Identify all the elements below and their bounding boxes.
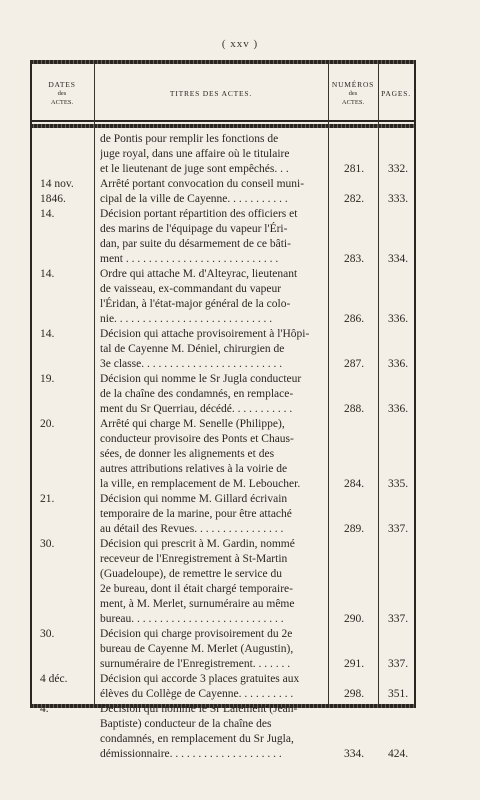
act-number: 287. bbox=[343, 358, 365, 370]
act-number: 284. bbox=[343, 478, 365, 490]
act-date: 14. bbox=[40, 328, 55, 340]
act-title-line: Décision qui accorde 3 places gratuites aux bbox=[100, 673, 300, 685]
act-title-line: autres attributions relatives à la voirie de bbox=[100, 463, 288, 475]
act-title-line: surnuméraire de l'Enregistrement. . . . . . . bbox=[100, 658, 291, 670]
act-title-line: Arrêté qui charge M. Senelle (Philippe), bbox=[100, 418, 285, 430]
act-number: 288. bbox=[343, 403, 365, 415]
act-title-line: de la chaîne des condamnés, en remplace- bbox=[100, 388, 294, 400]
act-title bbox=[100, 627, 330, 672]
act-title-line: des marins de l'équipage du vapeur l'Éri- bbox=[100, 223, 288, 235]
column-header-dates: DATES des ACTES. bbox=[48, 79, 76, 106]
act-title-line: ment . . . . . . . . . . . . . . . . . . . . . . . . . . . bbox=[100, 253, 279, 265]
acts-table bbox=[30, 60, 416, 760]
act-title-line: cipal de la ville de Cayenne. . . . . . . . . . . bbox=[100, 193, 288, 205]
act-title-line: au détail des Revues. . . . . . . . . . . . . . . . bbox=[100, 523, 284, 535]
act-title bbox=[100, 537, 330, 627]
act-title-line: l'Éridan, à l'état-major général de la colo- bbox=[100, 298, 291, 310]
column-header-titres: TITRES DES ACTES. bbox=[169, 88, 253, 98]
act-date: 14. bbox=[40, 268, 55, 280]
column-divider bbox=[30, 64, 32, 704]
act-page: 334. bbox=[387, 253, 409, 265]
act-title-line: élèves du Collège de Cayenne. . . . . . . . . . bbox=[100, 688, 294, 700]
act-page: 337. bbox=[387, 658, 409, 670]
act-title bbox=[100, 417, 330, 492]
act-page: 336. bbox=[387, 358, 409, 370]
act-page: 336. bbox=[387, 403, 409, 415]
top-border bbox=[30, 60, 416, 64]
act-title-line: bureau. . . . . . . . . . . . . . . . . . . . . . . . . . . bbox=[100, 613, 284, 625]
act-title-line: de vaisseau, ex-commandant du vapeur bbox=[100, 283, 282, 295]
act-date: 14. bbox=[40, 208, 55, 220]
column-header-pages: PAGES. bbox=[381, 88, 411, 98]
act-title bbox=[100, 492, 330, 537]
act-page: 336. bbox=[387, 313, 409, 325]
act-page: 337. bbox=[387, 523, 409, 535]
act-title-line: condamnés, en remplacement du Sr Jugla, bbox=[100, 733, 294, 745]
act-title bbox=[100, 672, 330, 702]
act-title-line: juge royal, dans une affaire où le titulaire bbox=[100, 148, 290, 160]
act-title-line: Arrêté portant convocation du conseil muni- bbox=[100, 178, 305, 190]
act-number: 291. bbox=[343, 658, 365, 670]
act-title bbox=[100, 372, 330, 417]
act-title-line: Décision qui attache provisoirement à l'Hôpi- bbox=[100, 328, 310, 340]
act-title bbox=[100, 267, 330, 327]
act-title bbox=[100, 207, 330, 267]
act-title-line: tal de Cayenne M. Déniel, chirurgien de bbox=[100, 343, 285, 355]
act-title-line: 3e classe. . . . . . . . . . . . . . . . . . . . . . . . . bbox=[100, 358, 283, 370]
act-page: 332. bbox=[387, 163, 409, 175]
act-number: 334. bbox=[343, 748, 365, 760]
act-title-line: ment du Sr Querriau, décédé. . . . . . . . . . . bbox=[100, 403, 293, 415]
act-title-line: Décision qui prescrit à M. Gardin, nommé bbox=[100, 538, 295, 550]
act-title bbox=[100, 702, 330, 762]
act-title-line: receveur de l'Enregistrement à St-Martin bbox=[100, 553, 288, 565]
act-number: 283. bbox=[343, 253, 365, 265]
act-title-line: conducteur provisoire des Ponts et Chaus- bbox=[100, 433, 294, 445]
act-title bbox=[100, 132, 330, 177]
act-title-line: temporaire de la marine, pour être attaché bbox=[100, 508, 292, 520]
act-date: 14 nov. 1846. bbox=[40, 178, 74, 205]
act-page: 351. bbox=[387, 688, 409, 700]
act-title-line: bureau de Cayenne M. Merlet (Augustin), bbox=[100, 643, 294, 655]
act-date: 30. bbox=[40, 628, 55, 640]
act-number: 298. bbox=[343, 688, 365, 700]
column-divider bbox=[94, 64, 95, 704]
act-title-line: Décision qui charge provisoirement du 2e bbox=[100, 628, 293, 640]
act-title-line: 2e bureau, dont il était chargé temporaire- bbox=[100, 583, 293, 595]
act-title-line: sées, de donner les alignements et des bbox=[100, 448, 275, 460]
act-title-line: nie. . . . . . . . . . . . . . . . . . . . . . . . . . . . bbox=[100, 313, 273, 325]
act-title-line: (Guadeloupe), de remettre le service du bbox=[100, 568, 282, 580]
act-title-line: Décision qui nomme le Sr Jugla conducteur bbox=[100, 373, 302, 385]
act-title-line: ment, à M. Merlet, surnuméraire au même bbox=[100, 598, 295, 610]
header-rule-thick bbox=[30, 124, 416, 128]
act-date: 4 déc. bbox=[40, 673, 68, 685]
act-title-line: la ville, en remplacement de M. Leboucher. bbox=[100, 478, 301, 490]
act-page: 333. bbox=[387, 193, 409, 205]
act-number: 281. bbox=[343, 163, 365, 175]
act-date: 20. bbox=[40, 418, 55, 430]
act-page: 337. bbox=[387, 613, 409, 625]
page-header: ( xxv ) bbox=[221, 38, 259, 50]
act-number: 289. bbox=[343, 523, 365, 535]
act-number: 282. bbox=[343, 193, 365, 205]
act-date: 30. bbox=[40, 538, 55, 550]
act-title-line: Décision qui nomme le Sr Lalement (Jean- bbox=[100, 703, 298, 715]
act-date: 4. bbox=[40, 703, 49, 715]
act-title-line: et le lieutenant de juge sont empêchés. . . bbox=[100, 163, 289, 175]
act-page: 424. bbox=[387, 748, 409, 760]
column-divider bbox=[378, 64, 379, 704]
act-date: 19. bbox=[40, 373, 55, 385]
column-divider bbox=[414, 64, 416, 704]
act-title-line: démissionnaire. . . . . . . . . . . . . . . . . . . . bbox=[100, 748, 282, 760]
act-title-line: dan, par suite du désarmement de ce bâti- bbox=[100, 238, 291, 250]
act-title-line: Baptiste) conducteur de la chaîne des bbox=[100, 718, 272, 730]
act-title-line: Décision portant répartition des officiers et bbox=[100, 208, 298, 220]
header-rule bbox=[30, 120, 416, 122]
act-title-line: Ordre qui attache M. d'Alteyrac, lieutenant bbox=[100, 268, 298, 280]
act-page: 335. bbox=[387, 478, 409, 490]
act-number: 290. bbox=[343, 613, 365, 625]
act-number: 286. bbox=[343, 313, 365, 325]
act-title bbox=[100, 327, 330, 372]
act-date: 21. bbox=[40, 493, 55, 505]
column-header-numeros: NUMÉROS des ACTES. bbox=[331, 79, 375, 106]
act-title bbox=[100, 177, 330, 207]
act-title-line: Décision qui nomme M. Gillard écrivain bbox=[100, 493, 288, 505]
act-title-line: de Pontis pour remplir les fonctions de bbox=[100, 133, 279, 145]
